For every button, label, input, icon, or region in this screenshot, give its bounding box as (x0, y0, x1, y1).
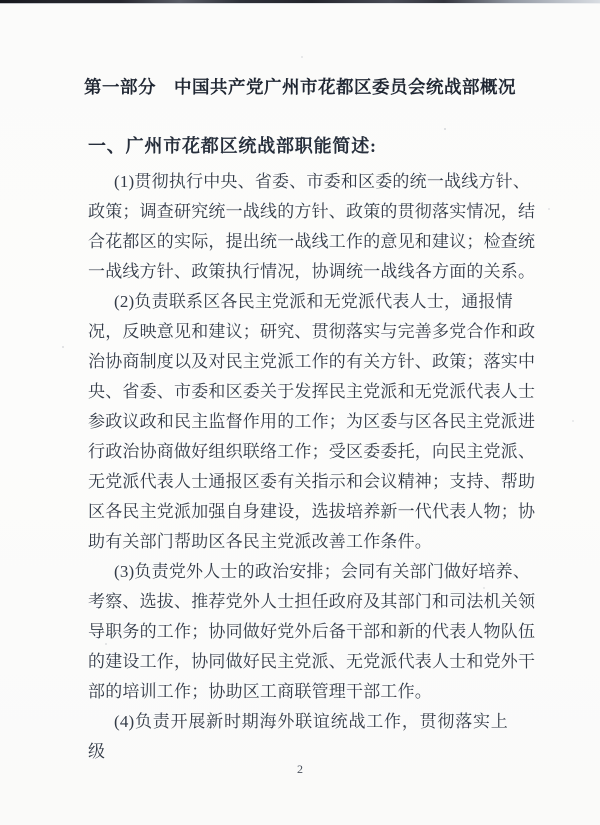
body-text-line: 合花都区的实际，提出统一战线工作的意见和建议；检查统 (88, 232, 536, 251)
section-heading: 一、广州市花都区统战部职能简述: (88, 136, 377, 156)
body-text-line: 无党派代表人士通报区委有关指示和会议精神；支持、帮助 (88, 472, 536, 491)
body-text-line: (1)贯彻执行中央、省委、市委和区委的统一战线方针、 (114, 172, 531, 191)
body-text-line: 考察、选拔、推荐党外人士担任政府及其部门和司法机关领 (88, 592, 536, 611)
document-body (88, 167, 536, 761)
body-text-line: (3)负责党外人士的政治安排；会同有关部门做好培养、 (114, 562, 531, 581)
body-text-line: 治协商制度以及对民主党派工作的有关方针、政策；落实中 (88, 352, 536, 371)
body-text-line: 一战线方针、政策执行情况，协调统一战线各方面的关系。 (88, 262, 536, 281)
body-text-line: 行政治协商做好组织联络工作；受区委委托，向民主党派、 (88, 442, 536, 461)
body-text-line: 导职务的工作；协同做好党外后备干部和新的代表人物队伍 (88, 622, 536, 641)
scan-artifact-top-edge (0, 0, 600, 3)
body-text-line: 况，反映意见和建议；研究、贯彻落实与完善多党合作和政 (88, 322, 536, 341)
body-text-line: (4)负责开展新时期海外联谊统战工作，贯彻落实上级 (88, 712, 508, 761)
body-text-line: (2)负责联系区各民主党派和无党派代表人士，通报情 (114, 292, 513, 311)
body-text-line: 助有关部门帮助区各民主党派改善工作条件。 (88, 532, 432, 551)
body-text-line: 部的培训工作；协助区工商联管理干部工作。 (88, 682, 432, 701)
body-text-line: 的建设工作，协同做好民主党派、无党派代表人士和党外干 (88, 652, 536, 671)
document-title: 第一部分 中国共产党广州市花都区委员会统战部概况 (84, 77, 516, 97)
body-text-line: 区各民主党派加强自身建设，选拔培养新一代代表人物；协 (88, 502, 536, 521)
body-text-line: 政策；调查研究统一战线的方针、政策的贯彻落实情况，结 (88, 202, 536, 221)
scan-speckles (0, 0, 2, 2)
page-number: 2 (297, 762, 303, 776)
body-text-line: 央、省委、市委和区委关于发挥民主党派和无党派代表人士 (88, 382, 536, 401)
body-text-line: 参政议政和民主监督作用的工作；为区委与区各民主党派进 (88, 412, 536, 431)
